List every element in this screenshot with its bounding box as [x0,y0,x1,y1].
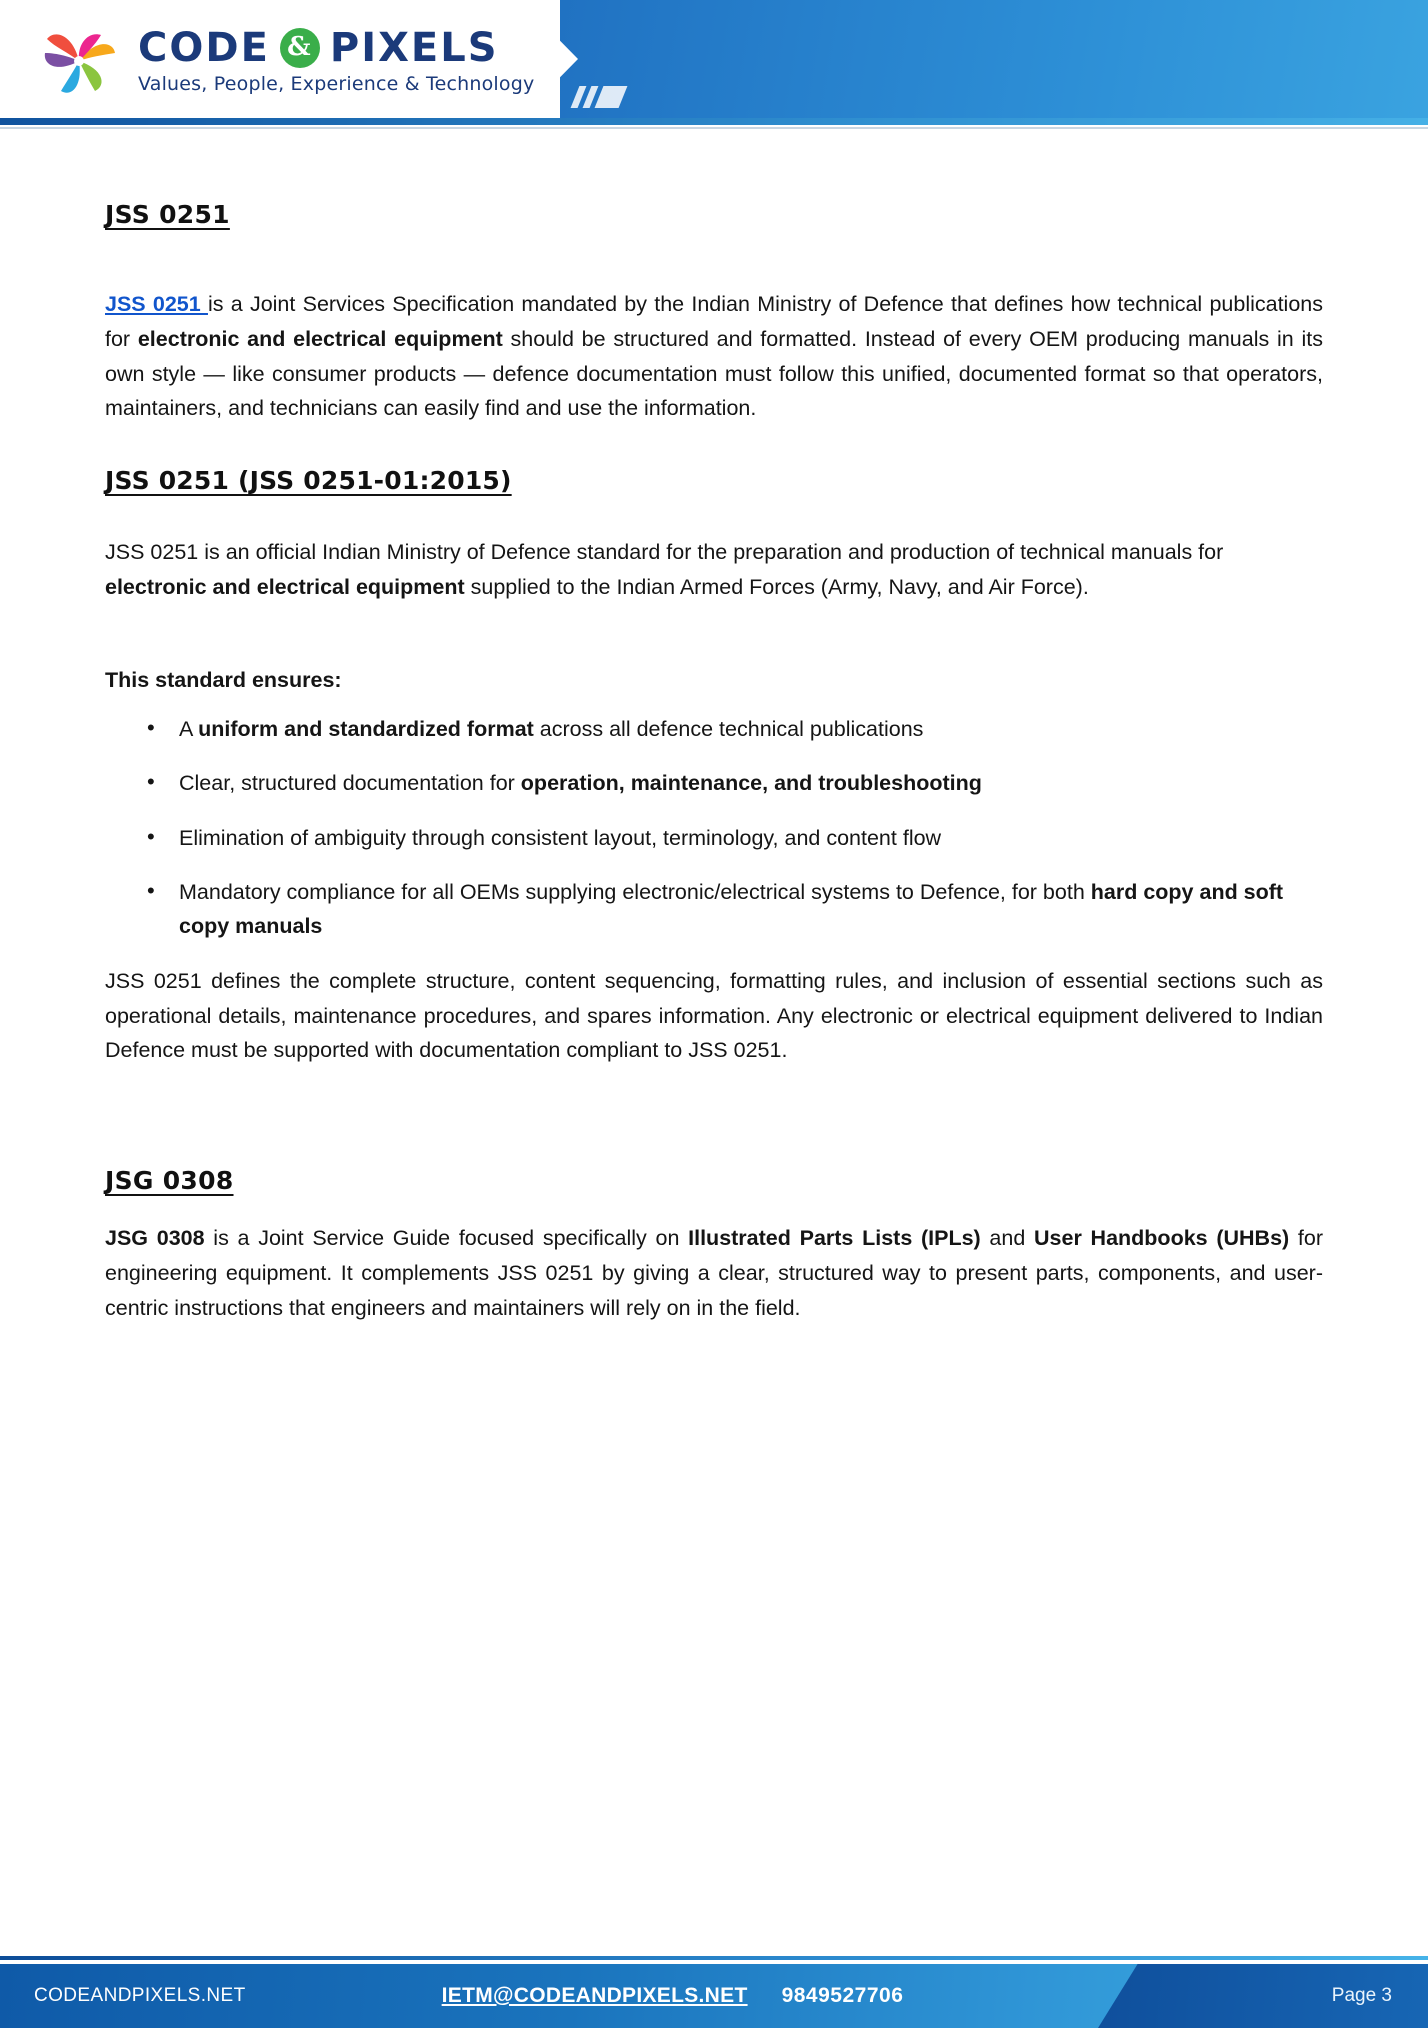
page-footer [0,1956,1428,2028]
footer-content [0,1964,1428,2028]
pinwheel-logo-icon [36,18,122,104]
jsg-bold-ipl: Illustrated Parts Lists (IPLs) [688,1226,981,1251]
standard-ensures-list [105,712,1323,944]
paragraph-text-part1: is a Joint Services Specification mandated by the Indian Ministry of Defence that defines how technical publications for [105,292,1324,351]
list-item [179,875,1323,944]
header-thin-underline [0,127,1428,129]
bullet-1-post: across all defence technical publications [533,716,924,741]
bullet-1-bold: uniform and standardized format [198,716,534,741]
jsg-bold-uhb: User Handbooks (UHBs) [1034,1226,1290,1251]
standard-desc-bold: electronic and electrical equipment [105,575,465,600]
footer-page-number: Page 3 [1331,1985,1392,2006]
paragraph-jsg-0308 [105,1221,1323,1325]
jsg-text-1: is a Joint Service Guide focused specifically on [204,1226,689,1251]
paragraph-bold-equipment: electronic and electrical equipment [137,326,503,351]
footer-phone-number: 9849527706 [781,1984,904,2007]
logo-text-block [138,27,534,95]
logo-tagline: Values, People, Experience & Technology [138,73,535,95]
paragraph-jss-0251-structure: JSS 0251 defines the complete structure, content sequencing, formatting rules, and inclusion of essential sections such as operational details, maintenance procedures, and spares information. Any electronic or electrical equipment delivered to Indian Defence must be supported with documentation compliant to JSS 0251. [105,968,1323,1063]
bullet-2-bold: operation, maintenance, and troubleshooting [520,771,982,796]
standard-desc-part2: supplied to the Indian Armed Forces (Army, Navy, and Air Force). [464,575,1089,600]
heading-jss-0251-spec: JSS 0251 (JSS 0251-01:2015) [105,466,512,496]
list-item [179,712,1323,746]
paragraph-jss-0251-intro [105,287,1323,426]
footer-email-link[interactable]: IETM@CODEANDPIXELS.NET [441,1984,748,2007]
company-logo [36,18,534,104]
footer-contact-group [442,1984,904,2008]
header-stripe-decoration [571,86,628,108]
bullet-2-pre: Clear, structured documentation for [179,771,521,796]
standard-desc-part1: JSS 0251 is an official Indian Ministry of Defence standard for the preparation and production of technical manuals for [105,540,1224,565]
footer-website[interactable]: CODEANDPIXELS.NET [34,1985,246,2006]
logo-ampersand-badge: & [280,28,320,68]
paragraph-standard-description [105,535,1323,605]
bullet-3-pre: Elimination of ambiguity through consistent layout, terminology, and content flow [179,825,942,850]
bullet-4-pre: Mandatory compliance for all OEMs supplying electronic/electrical systems to Defence, for both [179,879,1091,904]
list-item [179,766,1323,800]
footer-top-rule [0,1956,1428,1960]
heading-jsg-0308: JSG 0308 [105,1166,234,1196]
page-header [0,0,1428,148]
bullet-4-bold: hard copy and soft copy manuals [179,879,1284,939]
bullet-1-pre: A [179,716,199,741]
inline-link-jss-0251[interactable]: JSS 0251 [105,292,208,316]
logo-word-pixels: PIXELS [329,25,499,71]
logo-word-code: CODE [138,25,270,71]
jsg-bold-title: JSG 0308 [105,1226,205,1251]
label-this-standard-ensures: This standard ensures: [105,667,342,692]
header-bottom-rule [0,118,1428,125]
list-item [179,821,1323,855]
jsg-text-3: for engineering equipment. It complements JSS 0251 by giving a clear, structured way to present parts, components, and user-centric instructions that engineers and maintainers will rely on in the field. [105,1226,1323,1320]
jsg-text-2: and [980,1226,1035,1251]
document-body [0,148,1428,1326]
heading-jss-0251: JSS 0251 [105,200,230,229]
paragraph-text-part2: should be structured and formatted. Instead of every OEM producing manuals in its own style — like consumer products — defence documentation must follow this unified, documented format so that operators, maintainers, and technicians can easily find and use the information. [105,326,1323,421]
